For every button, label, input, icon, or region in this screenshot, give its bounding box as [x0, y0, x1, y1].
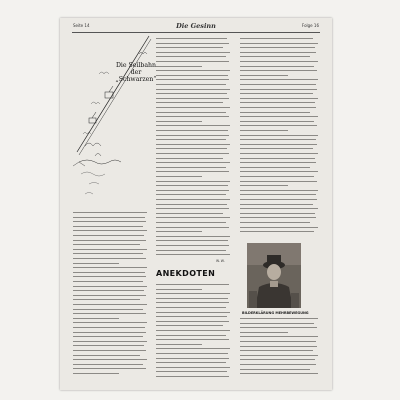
unreadable-text-line	[240, 158, 315, 159]
unreadable-text-line	[240, 38, 313, 39]
unreadable-text-line	[73, 281, 143, 282]
unreadable-text-line	[240, 102, 315, 103]
unreadable-text-line	[73, 332, 146, 333]
unreadable-text-line	[73, 240, 146, 241]
unreadable-text-line	[156, 162, 230, 163]
unreadable-text-line	[156, 307, 226, 308]
page-number-left: Seite 14	[73, 23, 90, 28]
unreadable-text-line	[240, 204, 313, 205]
unreadable-text-line	[240, 70, 317, 71]
unreadable-text-line	[156, 43, 229, 44]
unreadable-text-line	[240, 148, 313, 149]
unreadable-text-line	[156, 208, 229, 209]
photo-caption: BILDERKLÄRUNG MEHRBEWEGUNG	[242, 311, 309, 315]
unreadable-text-line	[156, 116, 229, 117]
unreadable-text-line	[156, 298, 228, 299]
unreadable-text-line	[73, 221, 146, 222]
magazine-title: Die Gesinn	[176, 22, 216, 30]
unreadable-text-line	[73, 350, 146, 351]
unreadable-text-line	[156, 66, 202, 67]
author-mark: W. W.	[216, 259, 225, 263]
unreadable-text-line	[156, 199, 230, 200]
unreadable-column-right-lower	[240, 318, 318, 382]
unreadable-text-line	[156, 190, 229, 191]
unreadable-text-line	[73, 258, 146, 259]
unreadable-text-line	[240, 350, 313, 351]
unreadable-text-line	[73, 295, 146, 296]
unreadable-text-line	[73, 235, 144, 236]
unreadable-text-line	[240, 176, 314, 177]
unreadable-text-line	[240, 373, 318, 374]
unreadable-text-line	[240, 61, 318, 62]
unreadable-text-line	[240, 323, 314, 324]
unreadable-text-line	[156, 125, 230, 126]
unreadable-text-line	[156, 98, 229, 99]
article-title	[110, 62, 162, 84]
unreadable-text-line	[73, 309, 143, 310]
unreadable-text-line	[156, 231, 202, 232]
unreadable-text-line	[73, 230, 147, 231]
unreadable-text-line	[73, 373, 119, 374]
unreadable-text-line	[240, 107, 316, 108]
unreadable-text-line	[240, 93, 313, 94]
unreadable-column-middle-lower	[156, 284, 230, 382]
unreadable-text-line	[156, 371, 227, 372]
unreadable-text-line	[240, 217, 316, 218]
unreadable-text-line	[156, 121, 202, 122]
unreadable-text-line	[240, 318, 318, 319]
unreadable-text-line	[156, 185, 228, 186]
unreadable-text-line	[156, 204, 227, 205]
unreadable-text-line	[73, 272, 145, 273]
unreadable-text-line	[73, 290, 144, 291]
unreadable-text-line	[240, 231, 314, 232]
unreadable-text-line	[240, 56, 310, 57]
unreadable-text-line	[240, 130, 288, 131]
unreadable-text-line	[240, 369, 310, 370]
unreadable-text-line	[73, 263, 119, 264]
unreadable-text-line	[156, 222, 226, 223]
unreadable-text-line	[240, 153, 318, 154]
unreadable-text-line	[73, 217, 145, 218]
unreadable-text-line	[156, 362, 226, 363]
portrait-photo	[247, 243, 301, 308]
unreadable-text-line	[240, 336, 318, 337]
unreadable-text-line	[156, 93, 227, 94]
unreadable-text-line	[240, 171, 318, 172]
unreadable-text-line	[240, 359, 315, 360]
unreadable-text-line	[156, 254, 230, 255]
unreadable-text-line	[156, 70, 230, 71]
unreadable-text-line	[156, 227, 229, 228]
magazine-page	[60, 18, 332, 390]
unreadable-text-line	[73, 226, 143, 227]
unreadable-text-line	[240, 227, 318, 228]
unreadable-text-line	[240, 98, 318, 99]
unreadable-text-line	[156, 176, 202, 177]
unreadable-text-line	[240, 135, 318, 136]
unreadable-text-line	[73, 322, 147, 323]
cable-car-sketch	[69, 34, 153, 204]
unreadable-text-line	[156, 130, 228, 131]
unreadable-text-line	[240, 47, 315, 48]
unreadable-text-line	[240, 52, 316, 53]
unreadable-text-line	[156, 167, 226, 168]
unreadable-text-line	[240, 222, 310, 223]
unreadable-text-line	[240, 346, 317, 347]
unreadable-text-line	[240, 332, 288, 333]
unreadable-text-line	[240, 139, 316, 140]
unreadable-text-line	[156, 335, 226, 336]
unreadable-text-line	[156, 217, 230, 218]
unreadable-text-line	[240, 190, 318, 191]
unreadable-text-line	[156, 56, 226, 57]
unreadable-text-line	[73, 355, 140, 356]
unreadable-text-line	[156, 79, 229, 80]
unreadable-text-line	[240, 355, 318, 356]
unreadable-text-line	[156, 52, 230, 53]
unreadable-column-middle-upper	[156, 38, 230, 263]
unreadable-text-line	[156, 325, 223, 326]
unreadable-text-line	[73, 304, 147, 305]
unreadable-text-line	[156, 289, 202, 290]
unreadable-text-line	[156, 344, 202, 345]
unreadable-text-line	[240, 112, 310, 113]
unreadable-text-line	[73, 318, 119, 319]
unreadable-text-line	[156, 330, 230, 331]
unreadable-text-line	[73, 299, 140, 300]
unreadable-text-line	[156, 139, 226, 140]
title-line-2: der	[130, 69, 142, 77]
unreadable-text-line	[156, 153, 229, 154]
unreadable-text-line	[156, 321, 229, 322]
unreadable-text-line	[156, 245, 229, 246]
unreadable-text-line	[73, 276, 146, 277]
unreadable-text-line	[156, 135, 229, 136]
unreadable-text-line	[240, 79, 318, 80]
unreadable-text-line	[240, 66, 314, 67]
unreadable-text-line	[156, 284, 229, 285]
unreadable-text-line	[240, 75, 288, 76]
unreadable-text-line	[73, 253, 143, 254]
title-line-1: Die Seilbahn	[115, 62, 157, 69]
unreadable-text-line	[156, 339, 229, 340]
unreadable-text-line	[240, 167, 310, 168]
unreadable-text-line	[156, 367, 230, 368]
unreadable-text-line	[73, 341, 147, 342]
unreadable-text-line	[240, 144, 317, 145]
unreadable-column-left-lower	[73, 212, 147, 382]
unreadable-text-line	[73, 267, 147, 268]
unreadable-text-line	[240, 199, 317, 200]
unreadable-text-line	[156, 358, 229, 359]
unreadable-text-line	[156, 194, 226, 195]
unreadable-text-line	[156, 102, 223, 103]
unreadable-text-line	[156, 84, 226, 85]
unreadable-text-line	[240, 213, 315, 214]
unreadable-text-line	[240, 364, 316, 365]
title-line-3: „Schwarzen“	[115, 76, 157, 84]
unreadable-text-line	[156, 348, 230, 349]
unreadable-text-line	[156, 158, 223, 159]
unreadable-text-line	[240, 327, 317, 328]
unreadable-text-line	[73, 364, 143, 365]
unreadable-text-line	[240, 185, 288, 186]
unreadable-text-line	[156, 250, 226, 251]
unreadable-text-line	[73, 244, 140, 245]
unreadable-text-line	[240, 341, 316, 342]
anekdoten-heading: ANEKDOTEN	[156, 269, 216, 278]
unreadable-text-line	[73, 286, 147, 287]
unreadable-text-line	[156, 316, 227, 317]
unreadable-text-line	[240, 84, 316, 85]
unreadable-text-line	[156, 293, 230, 294]
unreadable-text-line	[73, 368, 146, 369]
unreadable-text-line	[156, 302, 229, 303]
unreadable-text-line	[73, 327, 145, 328]
unreadable-text-line	[156, 376, 229, 377]
unreadable-text-line	[156, 353, 228, 354]
unreadable-text-line	[240, 162, 316, 163]
unreadable-text-line	[156, 181, 230, 182]
unreadable-text-line	[156, 148, 227, 149]
unreadable-text-line	[156, 213, 223, 214]
unreadable-text-line	[156, 47, 223, 48]
unreadable-text-line	[240, 43, 318, 44]
unreadable-text-line	[156, 236, 230, 237]
unreadable-text-line	[73, 345, 144, 346]
unreadable-text-line	[240, 194, 316, 195]
unreadable-column-right-upper	[240, 38, 318, 236]
unreadable-text-line	[156, 38, 227, 39]
unreadable-text-line	[240, 116, 318, 117]
unreadable-text-line	[73, 212, 147, 213]
unreadable-text-line	[73, 336, 143, 337]
unreadable-text-line	[73, 313, 146, 314]
unreadable-text-line	[156, 240, 228, 241]
unreadable-text-line	[240, 181, 317, 182]
unreadable-text-line	[240, 89, 317, 90]
unreadable-text-line	[73, 249, 147, 250]
unreadable-text-line	[240, 125, 317, 126]
unreadable-text-line	[156, 107, 230, 108]
unreadable-text-line	[73, 359, 147, 360]
issue-number: Folge 16	[301, 23, 319, 28]
unreadable-text-line	[240, 208, 318, 209]
header-rule	[72, 32, 320, 33]
unreadable-text-line	[156, 312, 230, 313]
unreadable-text-line	[156, 61, 229, 62]
unreadable-text-line	[156, 89, 230, 90]
unreadable-text-line	[156, 171, 229, 172]
unreadable-text-line	[156, 112, 226, 113]
unreadable-text-line	[156, 75, 228, 76]
unreadable-text-line	[156, 144, 230, 145]
unreadable-text-line	[240, 121, 314, 122]
